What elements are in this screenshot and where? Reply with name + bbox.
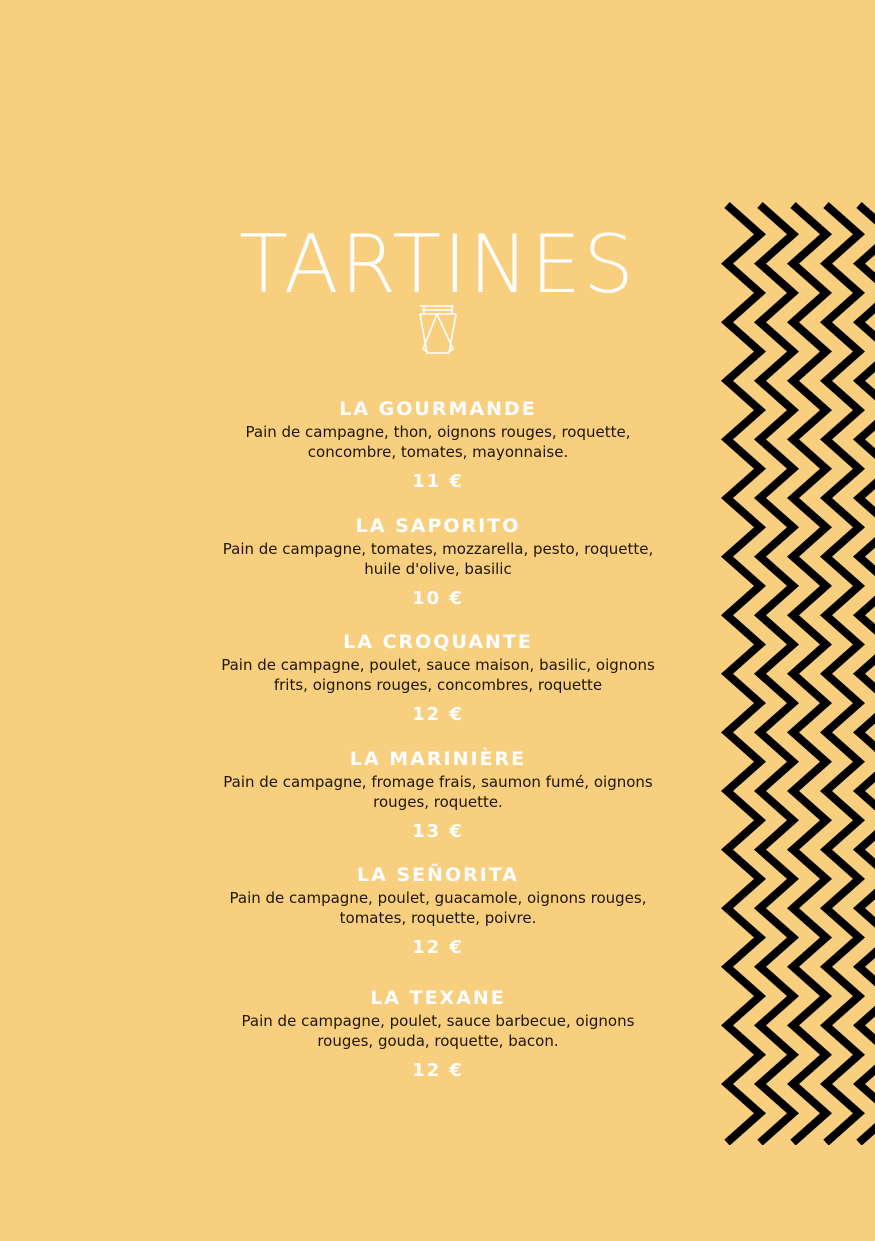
menu-item <box>188 979 688 1102</box>
item-description-line: Pain de campagne, poulet, guacamole, oignons rouges, <box>229 889 647 907</box>
item-price: 13 € <box>412 820 464 842</box>
item-description-line: Pain de campagne, thon, oignons rouges, roquette, <box>245 423 631 441</box>
zigzag-pattern-icon <box>715 195 875 1145</box>
item-description-line: Pain de campagne, tomates, mozzarella, pesto, roquette, <box>222 539 654 558</box>
zigzag-line <box>859 205 875 1143</box>
item-description-line: huile d'olive, basilic <box>364 559 512 578</box>
menu-item <box>188 746 688 863</box>
item-name: LA SAPORITO <box>355 514 521 537</box>
item-price: 12 € <box>412 704 464 725</box>
item-description-line: frits, oignons rouges, concombres, roquette <box>273 676 603 694</box>
menu-item <box>188 513 688 630</box>
item-name: LA SEÑORITA <box>356 864 520 886</box>
page-title: TARTINES <box>239 218 636 311</box>
menu-list <box>188 396 688 1101</box>
menu-item <box>188 862 688 979</box>
item-description-line: Pain de campagne, fromage frais, saumon fumé, oignons <box>223 772 653 791</box>
item-description-line: Pain de campagne, poulet, sauce maison, basilic, oignons <box>221 656 655 674</box>
item-price: 12 € <box>412 937 464 958</box>
item-price: 12 € <box>412 1059 464 1081</box>
geometric-cup-emblem-icon <box>417 303 459 357</box>
item-description-line: concombre, tomates, mayonnaise. <box>307 443 569 461</box>
item-description-line: Pain de campagne, poulet, sauce barbecue, oignons <box>241 1011 635 1030</box>
item-name: LA TEXANE <box>370 986 506 1009</box>
item-description-line: rouges, gouda, roquette, bacon. <box>317 1031 559 1050</box>
item-description-line: rouges, roquette. <box>373 792 503 811</box>
item-name: LA MARINIÈRE <box>349 747 527 770</box>
menu-item <box>188 396 688 513</box>
item-name: LA GOURMANDE <box>339 398 537 420</box>
menu-item <box>188 629 688 746</box>
item-price: 11 € <box>412 471 464 492</box>
item-description-line: tomates, roquette, poivre. <box>339 909 537 927</box>
item-name: LA CROQUANTE <box>343 631 533 653</box>
item-price: 10 € <box>412 587 464 609</box>
